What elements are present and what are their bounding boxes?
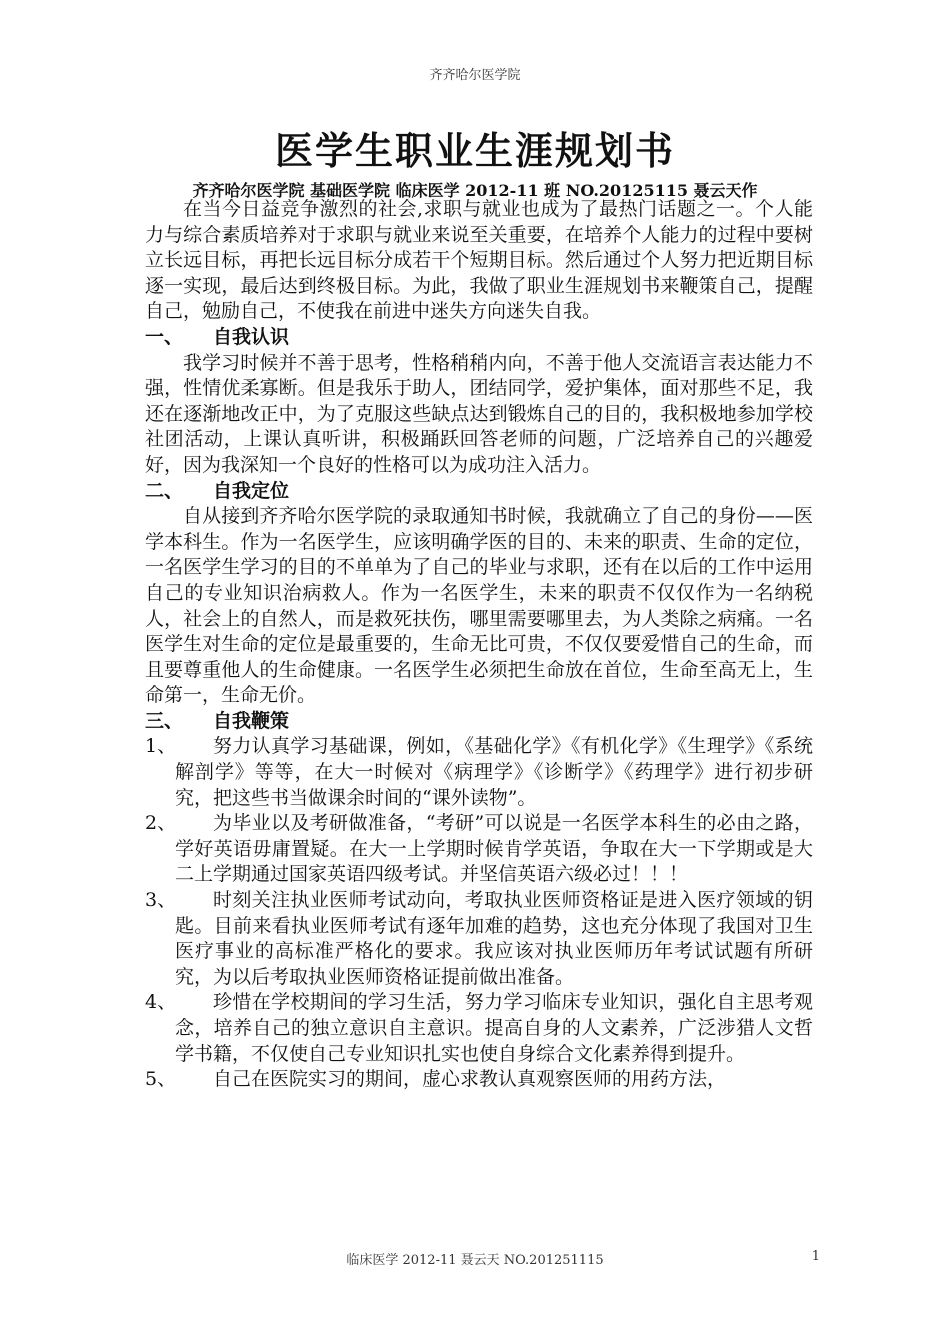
section-number: 一、 (145, 325, 184, 348)
section-number: 二、 (145, 479, 184, 502)
document-title: 医学生职业生涯规划书 (274, 128, 675, 173)
section-1-paragraph: 我学习时候并不善于思考，性格稍稍内向，不善于他人交流语言表达能力不强，性情优柔寡断。但是我乐于助人，团结同学，爱护集体，面对那些不足，我还在逐渐地改正中，为了克服这些缺点达到锻炼自己的目的，我积极地参加学校社团活动，上课认真听讲，积极踊跃回答老师的问题，广泛培养自己的兴趣爱好，因为我深知一个良好的性格可以为成功注入活力。 (145, 351, 813, 476)
section-heading-1 (145, 325, 813, 351)
section-title: 自我鞭策 (213, 709, 290, 732)
document-body (145, 197, 813, 1093)
intro-paragraph: 在当今日益竞争激烈的社会,求职与就业也成为了最热门话题之一。个人能力与综合素质培养对于求职与就业来说至关重要，在培养个人能力的过程中要树立长远目标，再把长远目标分成若干个短期目标。然后通过个人努力把近期目标逐一实现，最后达到终极目标。为此，我做了职业生涯规划书来鞭策自己，提醒自己，勉励自己，不使我在前进中迷失方向迷失自我。 (145, 198, 813, 323)
list-item-text: 努力认真学习基础课，例如，《基础化学》《有机化学》《生理学》《系统解剖学》等等，在大一时候对《病理学》《诊断学》《药理学》进行初步研究，把这些书当做课余时间的“课外读物”。 (175, 735, 813, 809)
list-item-text: 时刻关注执业医师考试动向，考取执业医师资格证是进入医疗领域的钥匙。目前来看执业医师考试有逐年加难的趋势，这也充分体现了我国对卫生医疗事业的高标准严格化的要求。我应该对执业医师历年考试试题有所研究，为以后考取执业医师资格证提前做出准备。 (175, 889, 813, 988)
list-item (145, 811, 813, 888)
list-item (145, 990, 813, 1067)
section-2-paragraph: 自从接到齐齐哈尔医学院的录取通知书时候，我就确立了自己的身份——医学本科生。作为一名医学生，应该明确学医的目的、未来的职责、生命的定位，一名医学生学习的目的不单单为了自己的毕业与求职，还有在以后的工作中运用自己的专业知识治病救人。作为一名医学生，未来的职责不仅仅作为一名纳税人，社会上的自然人，而是救死扶伤，哪里需要哪里去，为人类除之病痛。一名医学生对生命的定位是最重要的，生命无比可贵，不仅仅要爱惜自己的生命，而且要尊重他人的生命健康。一名医学生必须把生命放在首位，生命至高无上，生命第一，生命无价。 (145, 505, 813, 707)
section-title: 自我认识 (213, 325, 290, 348)
list-item-number: 4、 (145, 991, 177, 1014)
list-item (145, 888, 813, 990)
list-item (145, 1067, 813, 1093)
page-number: 1 (811, 1249, 820, 1264)
section-title: 自我定位 (213, 479, 290, 502)
list-item-number: 2、 (145, 812, 177, 835)
section-heading-2 (145, 479, 813, 505)
list-item-number: 1、 (145, 735, 177, 758)
list-item-number: 5、 (145, 1068, 177, 1091)
list-item (145, 734, 813, 811)
list-item-number: 3、 (145, 889, 177, 912)
page-header: 齐齐哈尔医学院 (429, 68, 521, 83)
section-number: 三、 (145, 709, 184, 732)
list-item-text: 为毕业以及考研做准备，“考研”可以说是一名医学本科生的必由之路，学好英语毋庸置疑。在大一上学期时候肯学英语，争取在大一下学期或是大二上学期通过国家英语四级考试。并坚信英语六级必过！！！ (175, 812, 813, 886)
list-item-text: 自己在医院实习的期间，虚心求教认真观察医师的用药方法， (213, 1068, 727, 1091)
page-footer: 临床医学 2012-11 聂云天 NO.201251115 (346, 1253, 604, 1268)
author-byline: 齐齐哈尔医学院 基础医学院 临床医学 2012-11 班 NO.20125115 聂云天作 (192, 181, 758, 200)
list-item-text: 珍惜在学校期间的学习生活，努力学习临床专业知识，强化自主思考观念，培养自己的独立意识自主意识。提高自身的人文素养，广泛涉猎人文哲学书籍，不仅使自己专业知识扎实也使自身综合文化素养得到提升。 (175, 991, 813, 1065)
section-heading-3 (145, 709, 813, 735)
